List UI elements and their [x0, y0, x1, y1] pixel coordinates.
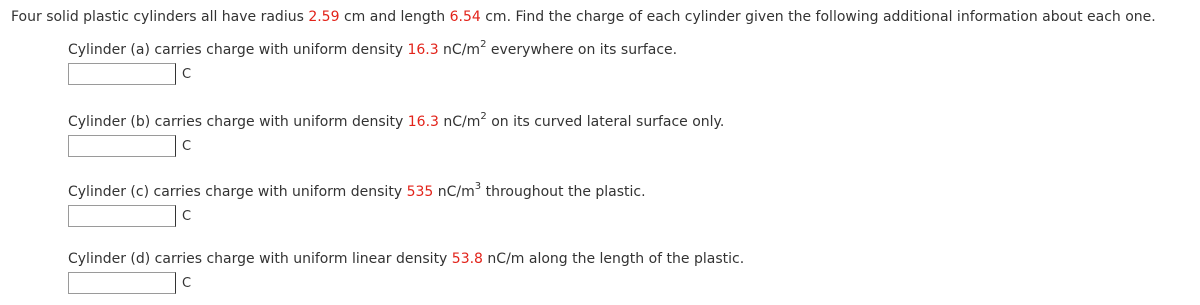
part-a-unit-exp: 2 — [480, 39, 487, 51]
part-d-answer-row — [68, 272, 191, 294]
part-b-answer-unit: C — [182, 138, 192, 154]
part-b-unit: nC/m — [438, 114, 481, 130]
part-b-value: 16.3 — [407, 114, 439, 130]
problem-statement — [11, 9, 1156, 25]
part-c-value: 535 — [406, 184, 434, 200]
part-c-question — [68, 181, 646, 200]
intro-text-2: cm and length — [339, 9, 450, 25]
part-a-question — [68, 39, 678, 58]
part-a-answer-unit: C — [182, 66, 192, 82]
part-c-answer-unit: C — [182, 208, 192, 224]
part-a-answer-input[interactable] — [68, 63, 176, 85]
part-a-pre: Cylinder (a) carries charge with uniform density — [68, 42, 408, 58]
part-d-answer-input[interactable] — [68, 272, 176, 294]
radius-value: 2.59 — [308, 9, 340, 25]
part-c-unit: nC/m — [433, 184, 475, 200]
part-b-unit-exp: 2 — [480, 111, 487, 123]
part-d-answer-unit: C — [182, 275, 192, 291]
part-d-value: 53.8 — [451, 251, 483, 267]
part-a-post: everywhere on its surface. — [486, 42, 678, 58]
part-a-answer-row — [68, 63, 191, 85]
part-d-question — [68, 251, 744, 267]
length-value: 6.54 — [449, 9, 481, 25]
part-d-unit: nC/m — [482, 251, 525, 267]
part-c-answer-input[interactable] — [68, 205, 176, 227]
part-b-question — [68, 111, 725, 130]
part-b-answer-row — [68, 135, 191, 157]
intro-text-1: Four solid plastic cylinders all have radius — [11, 9, 309, 25]
part-c-pre: Cylinder (c) carries charge with uniform density — [68, 184, 407, 200]
part-b-answer-input[interactable] — [68, 135, 176, 157]
part-c-unit-exp: 3 — [474, 181, 482, 193]
intro-text-3: cm. Find the charge of each cylinder given the following additional information about each one. — [480, 9, 1156, 25]
part-c-answer-row — [68, 205, 191, 227]
part-b-post: on its curved lateral surface only. — [486, 114, 725, 130]
part-d-pre: Cylinder (d) carries charge with uniform linear density — [68, 251, 452, 267]
part-c-post: throughout the plastic. — [481, 184, 646, 200]
part-b-pre: Cylinder (b) carries charge with uniform density — [68, 114, 408, 130]
part-a-unit: nC/m — [438, 42, 481, 58]
part-d-post: along the length of the plastic. — [524, 251, 745, 267]
part-a-value: 16.3 — [407, 42, 439, 58]
